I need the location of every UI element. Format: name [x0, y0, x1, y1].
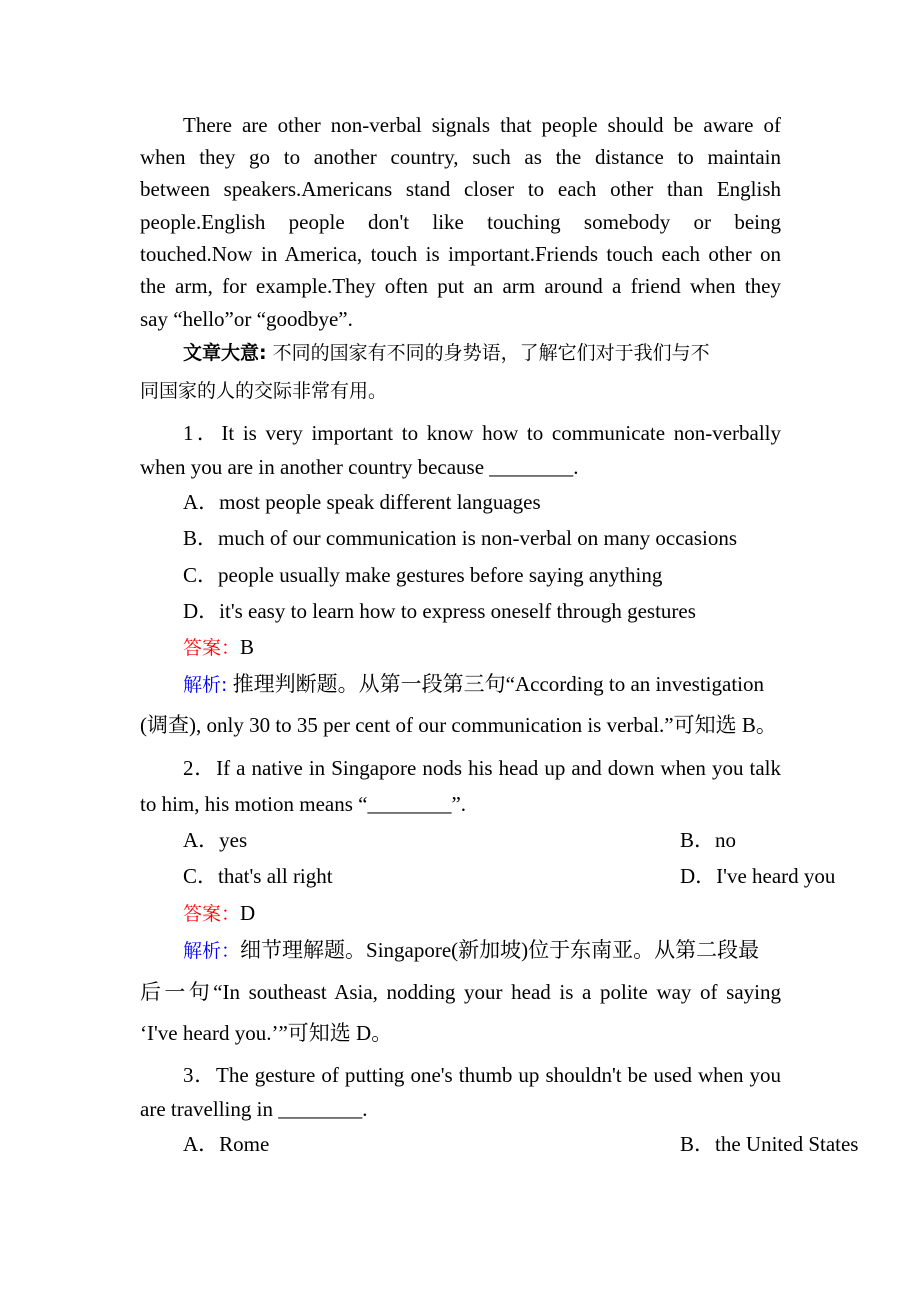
option-d: D．it's easy to learn how to express oneself through gestures — [183, 599, 696, 623]
summary-label: 文章大意: — [183, 342, 267, 364]
option-b: B．no — [680, 828, 737, 852]
analysis-text: 推理判断题。从第一段第三句“According to an investigation — [232, 672, 765, 696]
passage-line: between speakers.Americans stand closer to each other than English — [140, 177, 781, 201]
question-stem: when you are in another country because ________. — [140, 455, 579, 479]
option-d: D．I've heard you — [680, 864, 836, 888]
summary-text: 不同的国家有不同的身势语，了解它们对于我们与不 — [272, 342, 710, 364]
option-a: A．most people speak different languages — [183, 490, 541, 514]
question-stem: to him, his motion means “________”. — [140, 792, 467, 816]
option-a: A．Rome — [183, 1132, 270, 1156]
passage-line: There are other non-verbal signals that people should be aware of — [183, 113, 781, 137]
answer-value: B — [240, 635, 255, 659]
option-a: A．yes — [183, 828, 248, 852]
answer-label: 答案： — [183, 903, 241, 925]
option-b: B．much of our communication is non-verbal on many occasions — [183, 526, 738, 550]
analysis-text: 后一句“In southeast Asia, nodding your head is a polite way of saying — [140, 980, 781, 1004]
question-stem: 1．It is very important to know how to communicate non-verbally — [183, 421, 781, 445]
option-c: C．that's all right — [183, 864, 333, 888]
answer-value: D — [240, 901, 256, 925]
analysis-text: ‘I've heard you.’”可知选 D。 — [140, 1021, 393, 1045]
question-stem: 3．The gesture of putting one's thumb up shouldn't be used when you — [183, 1063, 781, 1087]
summary-text: 同国家的人的交际非常有用。 — [140, 380, 388, 402]
passage-line: touched.Now in America, touch is important.Friends touch each other on — [140, 242, 781, 266]
analysis-label: 解析: — [183, 674, 228, 696]
analysis-text: 细节理解题。Singapore(新加坡)位于东南亚。从第二段最 — [240, 938, 760, 962]
option-b: B．the United States — [680, 1132, 859, 1156]
answer-label: 答案： — [183, 637, 241, 659]
passage-line: when they go to another country, such as the distance to maintain — [140, 145, 781, 169]
analysis-text: (调查), only 30 to 35 per cent of our communication is verbal.”可知选 B。 — [140, 713, 777, 737]
option-c: C．people usually make gestures before saying anything — [183, 563, 663, 587]
analysis-label: 解析： — [183, 940, 241, 962]
question-stem: 2．If a native in Singapore nods his head up and down when you talk — [183, 756, 781, 780]
passage-line: the arm, for example.They often put an arm around a friend when they — [140, 274, 781, 298]
question-stem: are travelling in ________. — [140, 1097, 368, 1121]
passage-line: say “hello”or “goodbye”. — [140, 307, 353, 331]
passage-line: people.English people don't like touching somebody or being — [140, 210, 781, 234]
